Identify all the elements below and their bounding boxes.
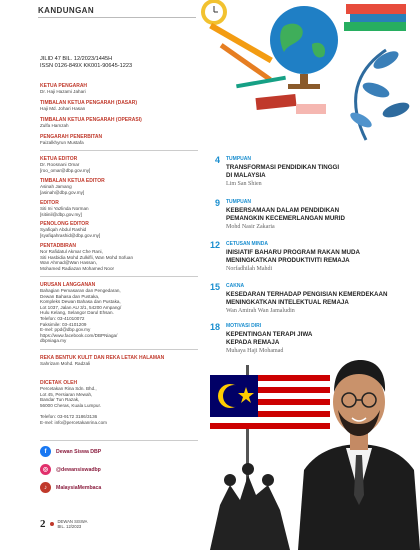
toc-page-number: 4 [214, 155, 220, 165]
role-label: TIMBALAN KETUA PENGARAH (DASAR) [40, 100, 138, 106]
toc-title: KESEDARAN TERHADAP PENGISIAN KEMERDEKAAN MENINGKATKAN INTELEKTUAL REMAJA [226, 291, 388, 306]
person-name: Dr. Haji Hazami Jahari [40, 89, 86, 94]
printer-address: Percetakan Rina Sdn. Bhd., Lot 45, Persiaran Mewah, Bandar Tun Razak, 56000 Cheras, Kuala Lumpur. Telefon: 03-9172 3186/3136 E-mel: info@percetakanrina.com [40, 386, 107, 425]
toc-author: Muhaya Haji Mohamad [226, 348, 284, 354]
footer-mag-name: DEWAN SISWA [57, 519, 88, 524]
toc-page-number: 15 [209, 282, 220, 292]
page-title: KANDUNGAN [38, 6, 95, 15]
toc-entry-body [226, 282, 406, 315]
role-label: TIMBALAN KETUA PENGARAH (OPERASI) [40, 117, 142, 123]
toc-section: TUMPUAN [226, 199, 251, 205]
toc-title: INISIATIF BAHARU PROGRAM RAKAN MUDA MENINGKATKAN PRODUKTIVITI REMAJA [226, 249, 360, 264]
tiktok-icon: ♪ [40, 482, 51, 493]
person-name: Siti Ini Yazlinda Norman [sitiinil@dbp.gov.my] [40, 206, 89, 217]
social-facebook[interactable] [40, 446, 200, 457]
person-name: Dr. Roosnani Omar [roo_omar@dbp.gov.my] [40, 162, 91, 173]
person-name: Haji Md. Johari Hasan [40, 106, 86, 111]
issue-info [40, 56, 198, 70]
printer-entry [40, 380, 198, 425]
masthead-entry [40, 117, 198, 129]
role-label: PENGARAH PENERBITAN [40, 134, 103, 140]
section-divider [40, 150, 198, 151]
role-label: PENTADBIRAN [40, 243, 77, 249]
subscription-block [40, 282, 198, 344]
masthead-entry [40, 100, 198, 112]
design-entry [40, 355, 180, 367]
person-name: Syafiqah Abdul Rashid [syafiqahrashid@dbp.gov.my] [40, 227, 101, 238]
role-label: REKA BENTUK KULIT DAN REKA LETAK HALAMAN [40, 355, 165, 361]
toc-author: Lim San Shien [226, 181, 262, 187]
person-name: Sahrizam Mohd. Radzali [40, 361, 91, 366]
instagram-icon: ◎ [40, 464, 51, 475]
role-label: KETUA PENGARAH [40, 83, 88, 89]
page-number: 2 [40, 518, 46, 530]
social-tiktok[interactable] [40, 482, 200, 493]
toc-author: Wan Amirah Wan Jamaludin [226, 308, 295, 314]
section-divider [40, 349, 198, 350]
role-label: DICETAK OLEH [40, 380, 78, 386]
page-footer [40, 518, 87, 530]
toc-page-number: 9 [214, 198, 220, 208]
role-label: EDITOR [40, 200, 59, 206]
toc-entry-body [226, 155, 406, 188]
footer-mag-issue: BIL. 12/2023 [57, 524, 82, 529]
toc-section: CETUSAN MINDA [226, 241, 268, 247]
social-label: Dewan Siswa DBP [56, 448, 102, 455]
toc-page-number: 12 [209, 240, 220, 250]
toc-section: TUMPUAN [226, 156, 251, 162]
education-collage-illustration [196, 0, 420, 150]
footer-magazine [58, 519, 88, 529]
role-label: KETUA EDITOR [40, 156, 78, 162]
issue-issn: ISSN 0126-849X KK001-90645-1223 [40, 63, 133, 69]
toc-entry-body [226, 240, 406, 273]
editorial-entry [40, 178, 198, 195]
person-name: Asinah Jamang [asinah@dbp.gov.my] [40, 184, 85, 195]
toc-section: CAKNA [226, 283, 245, 289]
social-label: MalaysiaMembaca [56, 484, 102, 491]
role-label: URUSAN LANGGANAN [40, 282, 96, 288]
title-underline [38, 17, 196, 18]
toc-author: Mohd Nasir Zakaria [226, 224, 275, 230]
toc-title: KEBERSAMAAN DALAM PENDIDIKAN PEMANGKIN KECEMERLANGAN MURID [226, 207, 345, 222]
facebook-icon: f [40, 446, 51, 457]
footer-dot-icon [50, 522, 54, 526]
toc-author: Norfadhilah Mahdi [226, 266, 273, 272]
toc-page-number: 18 [209, 322, 220, 332]
toc-title: KEPENTINGAN TERAPI JIWA KEPADA REMAJA [226, 331, 313, 346]
section-divider [40, 440, 198, 441]
masthead-entry [40, 134, 198, 146]
issue-volume: JILID 47 BIL. 12/2023/1445H [40, 56, 113, 62]
toc-title: TRANSFORMASI PENDIDIKAN TINGGI DI MALAYSIA [226, 164, 340, 179]
toc-section: MOTIVASI DIRI [226, 323, 262, 329]
social-instagram[interactable] [40, 464, 200, 475]
section-divider [40, 276, 198, 277]
portrait-photo [298, 320, 420, 550]
person-name: Zulfa Hamzah [40, 123, 69, 128]
social-label: @dewansiswadbp [56, 466, 101, 473]
editorial-entry [40, 221, 198, 238]
toc-entry-body [226, 198, 406, 231]
editorial-entry [40, 200, 198, 217]
editorial-entry [40, 243, 198, 271]
role-label: PENOLONG EDITOR [40, 221, 89, 227]
masthead-entry [40, 83, 198, 95]
person-name: Nor Rafidatul Akmar Che Rani, Siti Hasbidia Mohd Zulkifli, Wan Mohd Sofuan Wan Ahmad@Wan Hassan, Mohamed Radiazan Mohamed Noor [40, 249, 134, 271]
editorial-entry [40, 156, 198, 173]
role-label: TIMBALAN KETUA EDITOR [40, 178, 105, 184]
subscription-address: Bahagian Pemasaran dan Pengedaran, Dewan Bahasa dan Pustaka, Kompleks Dewan Bahasa dan Pustaka, Lot 1037, Jalan AU 3/1, 54200 Ampang/ Hulu Kelang, Selangor Darul Ehsan. Telefon: 03-41010072 Faksimile: 03-4101209 E-mel: ppd@dbp.gov.my https://www.facebook.com/DBPNiaga/ dbpniaga.my [40, 288, 122, 344]
person-name: Faizalkhyrun Mustafa [40, 140, 84, 145]
